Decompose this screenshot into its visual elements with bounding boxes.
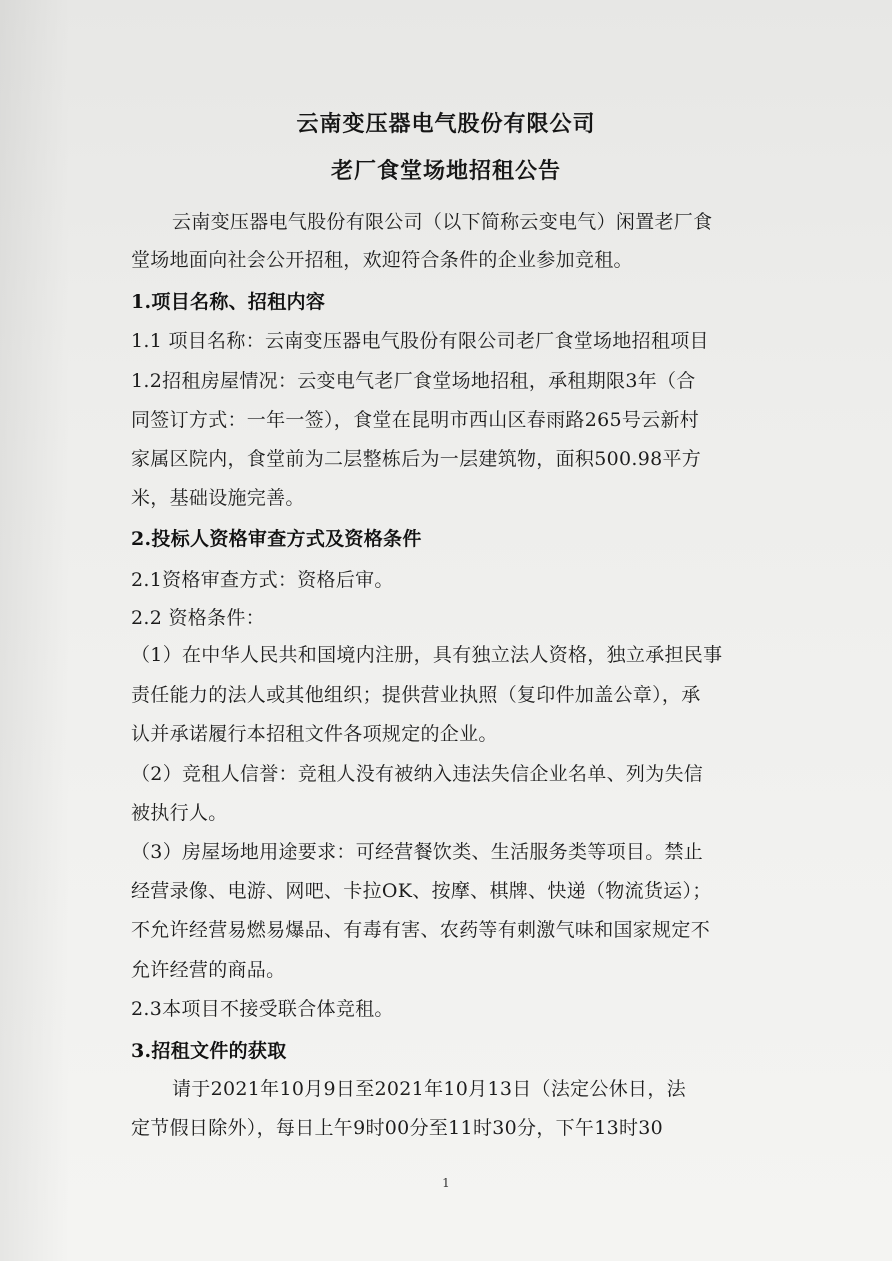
paragraph-line: 责任能力的法人或其他组织；提供营业执照（复印件加盖公章），承 [131,684,701,706]
paragraph-line: 米，基础设施完善。 [131,487,305,509]
paragraph-line: （2）竞租人信誉：竞租人没有被纳入违法失信企业名单、列为失信 [131,763,704,785]
paragraph-line: 2.2 资格条件： [131,607,265,629]
paragraph-line: （1）在中华人民共和国境内注册，具有独立法人资格，独立承担民事 [131,644,723,666]
paragraph-line: 被执行人。 [131,802,228,824]
paragraph-line: 2.1资格审查方式：资格后审。 [131,569,394,591]
section-heading: 2.投标人资格审查方式及资格条件 [131,528,422,550]
paragraph-line: 1.1 项目名称：云南变压器电气股份有限公司老厂食堂场地招租项目 [131,330,709,352]
paragraph-line: 请于2021年10月9日至2021年10月13日（法定公休日，法 [172,1078,686,1100]
page-shadow [0,0,70,1261]
document-title: 云南变压器电气股份有限公司 [296,111,596,137]
paragraph-line: 经营录像、电游、网吧、卡拉OK、按摩、棋牌、快递（物流货运）； [131,880,712,902]
paragraph-line: 2.3本项目不接受联合体竞租。 [131,998,394,1020]
paragraph-line: 同签订方式：一年一签），食堂在昆明市西山区春雨路265号云新村 [131,409,700,431]
section-heading: 1.项目名称、招租内容 [131,291,326,313]
paragraph-line: 认并承诺履行本招租文件各项规定的企业。 [131,723,498,745]
paragraph-line: 堂场地面向社会公开招租，欢迎符合条件的企业参加竞租。 [131,249,633,271]
paragraph-line: （3）房屋场地用途要求：可经营餐饮类、生活服务类等项目。禁止 [131,841,704,863]
paragraph-line: 家属区院内，食堂前为二层整栋后为一层建筑物，面积500.98平方 [131,448,702,470]
paragraph-line: 云南变压器电气股份有限公司（以下简称云变电气）闲置老厂食 [172,211,713,233]
section-heading: 3.招租文件的获取 [131,1040,287,1062]
page-number: 1 [442,1176,450,1190]
paragraph-line: 不允许经营易燃易爆品、有毒有害、农药等有刺激气味和国家规定不 [131,919,711,941]
paragraph-line: 允许经营的商品。 [131,959,286,981]
paragraph-line: 1.2招租房屋情况：云变电气老厂食堂场地招租，承租期限3年（合 [131,370,696,392]
document-subtitle: 老厂食堂场地招租公告 [330,158,561,184]
paragraph-line: 定节假日除外），每日上午9时00分至11时30分，下午13时30 [131,1117,664,1139]
